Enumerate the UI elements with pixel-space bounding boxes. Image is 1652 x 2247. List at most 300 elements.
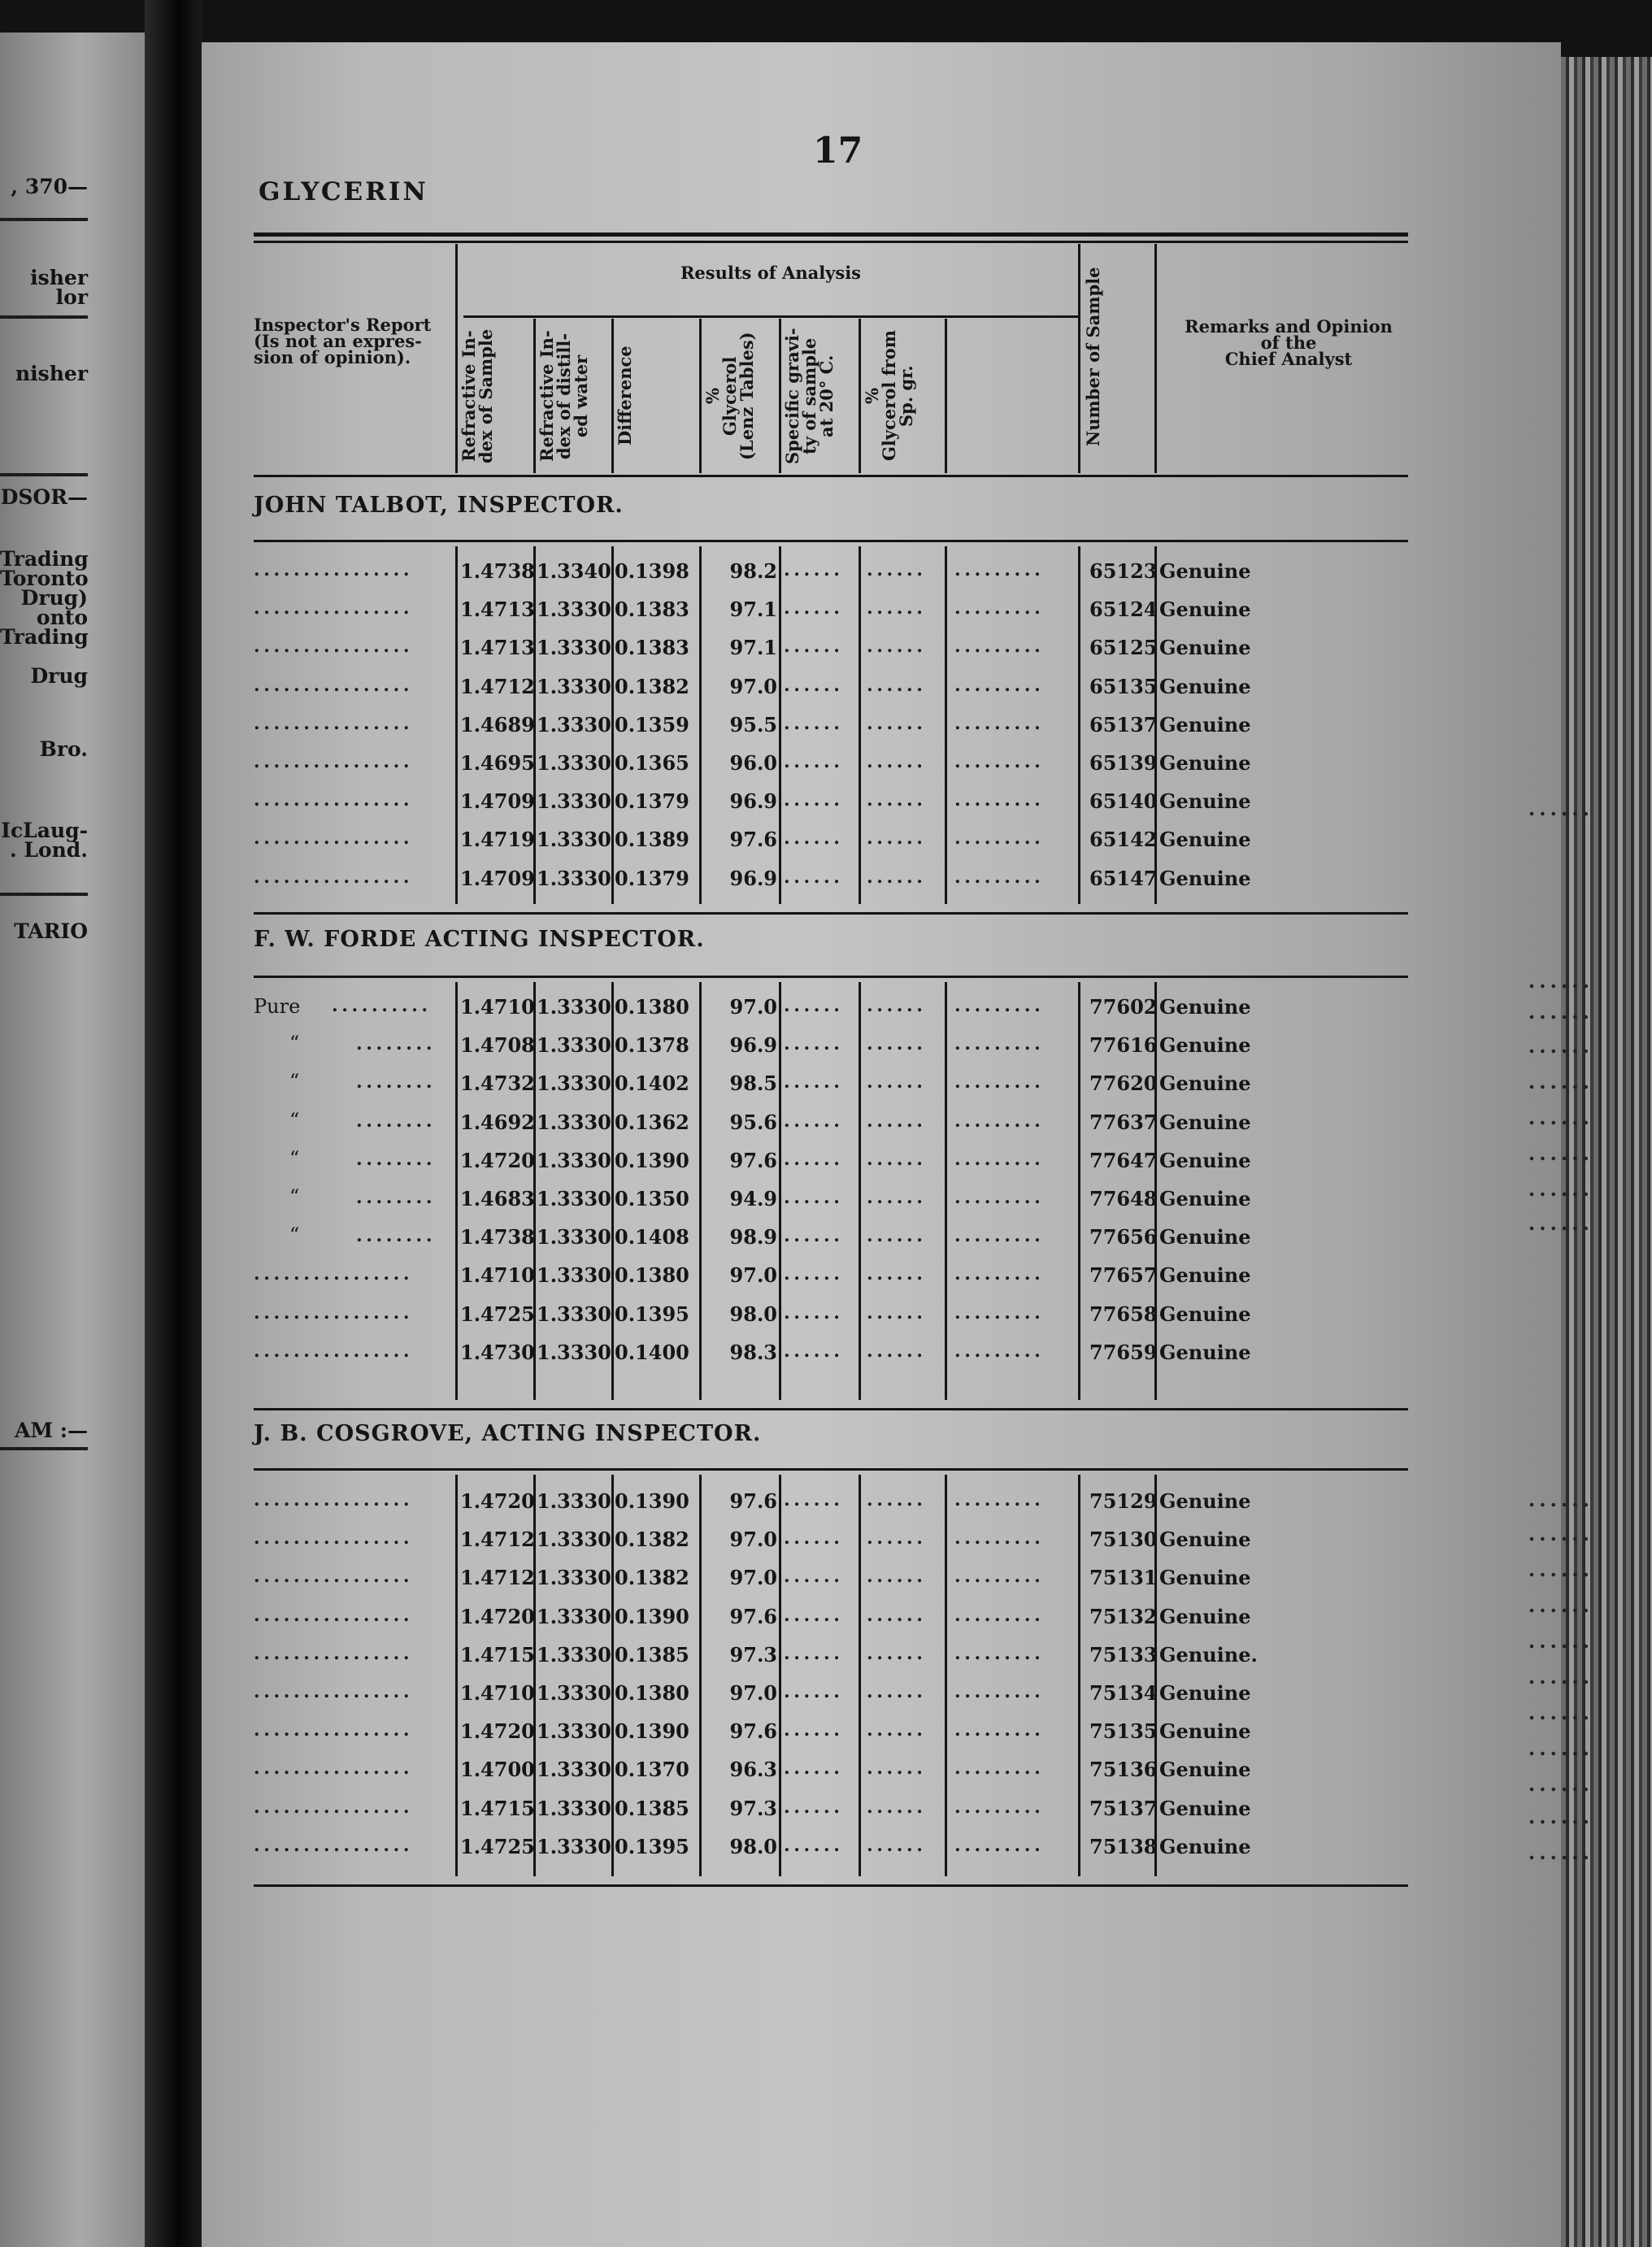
glycerol-cell: 98.3 bbox=[729, 1340, 777, 1364]
inspector-heading: F. W. FORDE ACTING INSPECTOR. bbox=[254, 927, 705, 952]
remarks-cell: Genuine bbox=[1159, 1340, 1251, 1364]
dot-leader: ................ bbox=[254, 1796, 414, 1818]
dot-leader: ......... bbox=[954, 674, 1045, 696]
dot-leader: ......... bbox=[954, 1071, 1045, 1093]
remarks-cell: Genuine bbox=[1159, 995, 1251, 1019]
refractive-index-sample-cell: 1.4712 bbox=[460, 674, 535, 698]
dot-leader: ................ bbox=[254, 636, 414, 658]
refractive-index-water-cell: 1.3330 bbox=[537, 1071, 611, 1096]
difference-cell: 0.1390 bbox=[615, 1719, 689, 1744]
glycerol-cell: 98.2 bbox=[729, 559, 777, 583]
dot-leader: ................ bbox=[254, 751, 414, 772]
dot-leader: ......... bbox=[954, 1528, 1045, 1549]
adjacent-page-fragment: DSOR— bbox=[0, 485, 88, 509]
remarks-cell: Genuine bbox=[1159, 1758, 1251, 1782]
dot-leader: ...... bbox=[867, 866, 927, 888]
dot-leader: ......... bbox=[954, 751, 1045, 772]
dot-leader: ...... bbox=[867, 1187, 927, 1208]
dot-leader: ...... bbox=[867, 598, 927, 619]
table-row bbox=[0, 1146, 1652, 1181]
section-bottom-rule bbox=[254, 1884, 1408, 1887]
dot-leader: ...... bbox=[784, 1033, 844, 1055]
sample-number-cell: 75132 bbox=[1089, 1604, 1158, 1628]
dot-leader: ...... bbox=[784, 828, 844, 850]
refractive-index-water-cell: 1.3330 bbox=[537, 866, 611, 890]
dot-leader: ................ bbox=[254, 1263, 414, 1285]
dot-leader: ...... bbox=[784, 1489, 844, 1510]
difference-cell: 0.1383 bbox=[615, 636, 689, 660]
table-row bbox=[0, 1835, 1652, 1867]
dot-leader: ......... bbox=[954, 1187, 1045, 1208]
table-row bbox=[0, 751, 1652, 784]
dot-leader: ................ bbox=[254, 1528, 414, 1549]
refractive-index-sample-cell: 1.4689 bbox=[460, 712, 535, 737]
dot-leader: ......... bbox=[954, 1758, 1045, 1780]
dot-leader: ........ bbox=[356, 1225, 437, 1247]
dot-leader: ...... bbox=[784, 1340, 844, 1362]
dot-leader: ...... bbox=[867, 1834, 927, 1856]
remarks-cell: Genuine bbox=[1159, 1489, 1251, 1513]
dot-leader: ...... bbox=[867, 1225, 927, 1247]
adjacent-page-dot-leader: ...... bbox=[1528, 969, 1593, 993]
header-column-rule bbox=[533, 319, 536, 473]
dot-leader: ...... bbox=[867, 1110, 927, 1132]
header-column-rule bbox=[699, 319, 702, 473]
table-row bbox=[0, 675, 1652, 707]
dot-leader: ......... bbox=[954, 1489, 1045, 1510]
difference-cell: 0.1390 bbox=[615, 1148, 689, 1172]
glycerol-cell: 96.9 bbox=[729, 789, 777, 814]
dot-leader: ...... bbox=[784, 1110, 844, 1132]
dot-leader: ...... bbox=[784, 559, 844, 580]
refractive-index-sample-cell: 1.4710 bbox=[460, 1263, 535, 1288]
glycerol-cell: 97.6 bbox=[729, 1604, 777, 1628]
dot-leader: ...... bbox=[784, 866, 844, 888]
remarks-cell: Genuine bbox=[1159, 1681, 1251, 1705]
difference-cell: 0.1380 bbox=[615, 995, 689, 1019]
sample-number-cell: 75135 bbox=[1089, 1719, 1158, 1744]
difference-cell: 0.1383 bbox=[615, 598, 689, 622]
column-header-remarks: Remarks and Opinion of the Chief Analyst bbox=[1185, 316, 1393, 369]
column-header-refractive-index-sample: Refractive In- dex of Sample bbox=[459, 328, 496, 463]
inspector-report-cell: Pure bbox=[254, 995, 301, 1018]
adjacent-page-dot-leader: ...... bbox=[1528, 1488, 1593, 1511]
glycerol-cell: 97.0 bbox=[729, 1528, 777, 1552]
dot-leader: ........ bbox=[356, 1148, 437, 1170]
dot-leader: ...... bbox=[867, 1566, 927, 1588]
remarks-cell: Genuine bbox=[1159, 1033, 1251, 1058]
dot-leader: ................ bbox=[254, 674, 414, 696]
sample-number-cell: 75137 bbox=[1089, 1796, 1158, 1820]
dot-leader: ...... bbox=[867, 674, 927, 696]
dot-leader: ...... bbox=[784, 1719, 844, 1741]
dot-leader: ................ bbox=[254, 789, 414, 811]
dot-leader: ...... bbox=[867, 1302, 927, 1323]
refractive-index-water-cell: 1.3330 bbox=[537, 1340, 611, 1364]
refractive-index-water-cell: 1.3330 bbox=[537, 598, 611, 622]
refractive-index-sample-cell: 1.4730 bbox=[460, 1340, 535, 1364]
remarks-cell: Genuine bbox=[1159, 828, 1251, 852]
dot-leader: ................ bbox=[254, 866, 414, 888]
refractive-index-water-cell: 1.3330 bbox=[537, 1758, 611, 1782]
remarks-cell: Genuine bbox=[1159, 1071, 1251, 1096]
dot-leader: ...... bbox=[784, 1225, 844, 1247]
remarks-cell: Genuine bbox=[1159, 1566, 1251, 1590]
dot-leader: ...... bbox=[784, 1302, 844, 1323]
dot-leader: ................ bbox=[254, 1642, 414, 1664]
adjacent-page-fragment: Trading Toronto Drug) onto Trading bbox=[0, 547, 89, 649]
refractive-index-sample-cell: 1.4709 bbox=[460, 789, 535, 814]
dot-leader: ......... bbox=[954, 1681, 1045, 1702]
dot-leader: ......... bbox=[954, 995, 1045, 1016]
sample-number-cell: 77620 bbox=[1089, 1071, 1158, 1096]
table-row bbox=[0, 1758, 1652, 1790]
difference-cell: 0.1382 bbox=[615, 1528, 689, 1552]
adjacent-page-dot-leader: ...... bbox=[1528, 1593, 1593, 1617]
refractive-index-water-cell: 1.3330 bbox=[537, 789, 611, 814]
refractive-index-water-cell: 1.3330 bbox=[537, 1642, 611, 1667]
inspector-heading: J. B. COSGROVE, ACTING INSPECTOR. bbox=[254, 1421, 762, 1446]
dot-leader: ...... bbox=[784, 1642, 844, 1664]
dot-leader: ......... bbox=[954, 1566, 1045, 1588]
dot-leader: ...... bbox=[867, 1071, 927, 1093]
difference-cell: 0.1380 bbox=[615, 1681, 689, 1705]
dot-leader: ...... bbox=[867, 559, 927, 580]
refractive-index-water-cell: 1.3330 bbox=[537, 1263, 611, 1288]
refractive-index-water-cell: 1.3330 bbox=[537, 1225, 611, 1250]
difference-cell: 0.1382 bbox=[615, 1566, 689, 1590]
refractive-index-water-cell: 1.3330 bbox=[537, 1796, 611, 1820]
glycerol-cell: 97.0 bbox=[729, 674, 777, 698]
difference-cell: 0.1380 bbox=[615, 1263, 689, 1288]
section-bottom-rule bbox=[254, 1408, 1408, 1410]
remarks-cell: Genuine bbox=[1159, 1604, 1251, 1628]
dot-leader: ...... bbox=[867, 712, 927, 734]
adjacent-page-rule bbox=[0, 1447, 88, 1450]
difference-cell: 0.1408 bbox=[615, 1225, 689, 1250]
sample-number-cell: 65137 bbox=[1089, 712, 1158, 737]
sample-number-cell: 65123 bbox=[1089, 559, 1158, 583]
inspector-report-cell: “ bbox=[289, 1070, 300, 1093]
dot-leader: ...... bbox=[867, 1528, 927, 1549]
table-row bbox=[0, 1605, 1652, 1637]
sample-number-cell: 65124 bbox=[1089, 598, 1158, 622]
header-column-rule bbox=[611, 319, 614, 473]
refractive-index-water-cell: 1.3330 bbox=[537, 828, 611, 852]
glycerol-cell: 97.0 bbox=[729, 1263, 777, 1288]
glycerol-cell: 95.5 bbox=[729, 712, 777, 737]
remarks-cell: Genuine. bbox=[1159, 1642, 1258, 1667]
glycerol-cell: 97.1 bbox=[729, 598, 777, 622]
dot-leader: ......... bbox=[954, 828, 1045, 850]
adjacent-page-rule bbox=[0, 315, 88, 319]
sample-number-cell: 65125 bbox=[1089, 636, 1158, 660]
glycerol-cell: 97.6 bbox=[729, 1489, 777, 1513]
header-column-rule bbox=[455, 244, 458, 319]
dot-leader: ...... bbox=[867, 828, 927, 850]
glycerol-cell: 95.6 bbox=[729, 1110, 777, 1134]
inspector-report-cell: “ bbox=[289, 1032, 300, 1055]
difference-cell: 0.1389 bbox=[615, 828, 689, 852]
dot-leader: .......... bbox=[332, 995, 432, 1016]
refractive-index-sample-cell: 1.4710 bbox=[460, 995, 535, 1019]
dot-leader: ...... bbox=[784, 598, 844, 619]
remarks-cell: Genuine bbox=[1159, 866, 1251, 890]
difference-cell: 0.1350 bbox=[615, 1187, 689, 1210]
column-header-results-of-analysis: Results of Analysis bbox=[680, 263, 862, 283]
table-row bbox=[0, 1033, 1652, 1066]
difference-cell: 0.1400 bbox=[615, 1340, 689, 1364]
refractive-index-sample-cell: 1.4719 bbox=[460, 828, 535, 852]
refractive-index-water-cell: 1.3340 bbox=[537, 559, 611, 583]
dot-leader: ................ bbox=[254, 1604, 414, 1626]
refractive-index-water-cell: 1.3330 bbox=[537, 1302, 611, 1326]
glycerol-cell: 97.6 bbox=[729, 1148, 777, 1172]
dot-leader: ...... bbox=[867, 636, 927, 658]
dot-leader: ...... bbox=[784, 1758, 844, 1780]
adjacent-page-dot-leader: ...... bbox=[1528, 797, 1593, 820]
table-row bbox=[0, 1719, 1652, 1752]
header-column-rule bbox=[779, 319, 781, 473]
difference-cell: 0.1359 bbox=[615, 712, 689, 737]
refractive-index-sample-cell: 1.4725 bbox=[460, 1834, 535, 1858]
table-row bbox=[0, 1528, 1652, 1560]
glycerol-cell: 98.5 bbox=[729, 1071, 777, 1096]
remarks-cell: Genuine bbox=[1159, 636, 1251, 660]
dot-leader: ......... bbox=[954, 1796, 1045, 1818]
dot-leader: ................ bbox=[254, 1489, 414, 1510]
table-row bbox=[0, 789, 1652, 822]
table-row bbox=[0, 559, 1652, 592]
sample-number-cell: 65140 bbox=[1089, 789, 1158, 814]
refractive-index-water-cell: 1.3330 bbox=[537, 1604, 611, 1628]
sample-number-cell: 65135 bbox=[1089, 674, 1158, 698]
dot-leader: ......... bbox=[954, 789, 1045, 811]
dot-leader: ...... bbox=[784, 1834, 844, 1856]
table-row bbox=[0, 1489, 1652, 1522]
dot-leader: ................ bbox=[254, 1719, 414, 1741]
adjacent-page-fragment: isher lor bbox=[30, 266, 88, 309]
adjacent-page-fragment: nisher bbox=[15, 362, 88, 385]
dot-leader: ......... bbox=[954, 712, 1045, 734]
sample-number-cell: 65147 bbox=[1089, 866, 1158, 890]
dot-leader: ................ bbox=[254, 1834, 414, 1856]
dot-leader: ........ bbox=[356, 1033, 437, 1055]
glycerol-cell: 96.3 bbox=[729, 1758, 777, 1782]
table-row bbox=[0, 995, 1652, 1028]
sample-number-cell: 77637 bbox=[1089, 1110, 1158, 1134]
dot-leader: ...... bbox=[784, 1071, 844, 1093]
column-header-glycerol-sp-gr: % Glycerol from Sp. gr. bbox=[862, 330, 916, 462]
sample-number-cell: 75129 bbox=[1089, 1489, 1158, 1513]
remarks-cell: Genuine bbox=[1159, 1263, 1251, 1288]
top-rule-inner bbox=[254, 241, 1408, 243]
dot-leader: ...... bbox=[784, 1796, 844, 1818]
table-row bbox=[0, 867, 1652, 899]
adjacent-page-dot-leader: ...... bbox=[1528, 1106, 1593, 1129]
column-header-specific-gravity: Specific gravi- ty of sample at 20° C. bbox=[782, 328, 837, 464]
refractive-index-sample-cell: 1.4713 bbox=[460, 636, 535, 660]
sample-number-cell: 77656 bbox=[1089, 1225, 1158, 1250]
difference-cell: 0.1395 bbox=[615, 1834, 689, 1858]
sample-number-cell: 77659 bbox=[1089, 1340, 1158, 1364]
inspector-report-cell: “ bbox=[289, 1223, 300, 1247]
remarks-cell: Genuine bbox=[1159, 674, 1251, 698]
dot-leader: ................ bbox=[254, 1758, 414, 1780]
difference-cell: 0.1402 bbox=[615, 1071, 689, 1096]
sample-number-cell: 65142 bbox=[1089, 828, 1158, 852]
dot-leader: ...... bbox=[867, 1642, 927, 1664]
top-rule bbox=[254, 233, 1408, 237]
difference-cell: 0.1365 bbox=[615, 751, 689, 775]
difference-cell: 0.1395 bbox=[615, 1302, 689, 1326]
refractive-index-water-cell: 1.3330 bbox=[537, 1719, 611, 1744]
table-row bbox=[0, 636, 1652, 668]
difference-cell: 0.1382 bbox=[615, 674, 689, 698]
dot-leader: ...... bbox=[867, 1796, 927, 1818]
dot-leader: ...... bbox=[867, 1604, 927, 1626]
dot-leader: ...... bbox=[867, 1681, 927, 1702]
dot-leader: ...... bbox=[867, 1033, 927, 1055]
refractive-index-sample-cell: 1.4712 bbox=[460, 1528, 535, 1552]
table-row bbox=[0, 828, 1652, 860]
dot-leader: ...... bbox=[867, 1340, 927, 1362]
remarks-cell: Genuine bbox=[1159, 598, 1251, 622]
remarks-cell: Genuine bbox=[1159, 751, 1251, 775]
dot-leader: ......... bbox=[954, 1263, 1045, 1285]
adjacent-page-fragment: Bro. bbox=[39, 737, 88, 761]
table-row bbox=[0, 1681, 1652, 1714]
inspector-report-cell: “ bbox=[289, 1185, 300, 1208]
dot-leader: ......... bbox=[954, 1225, 1045, 1247]
dot-leader: ................ bbox=[254, 559, 414, 580]
glycerol-cell: 96.0 bbox=[729, 751, 777, 775]
dot-leader: ......... bbox=[954, 1719, 1045, 1741]
glycerol-cell: 97.6 bbox=[729, 828, 777, 852]
refractive-index-water-cell: 1.3330 bbox=[537, 1110, 611, 1134]
column-header-number-of-sample: Number of Sample bbox=[1083, 267, 1103, 447]
table-row bbox=[0, 1071, 1652, 1104]
adjacent-page-dot-leader: ...... bbox=[1528, 1211, 1593, 1235]
table-row bbox=[0, 1341, 1652, 1373]
adjacent-page-dot-leader: ...... bbox=[1528, 1558, 1593, 1581]
dot-leader: ...... bbox=[784, 1187, 844, 1208]
dot-leader: ...... bbox=[784, 674, 844, 696]
remarks-cell: Genuine bbox=[1159, 1796, 1251, 1820]
table-row bbox=[0, 1566, 1652, 1598]
dot-leader: ...... bbox=[867, 751, 927, 772]
dot-leader: ...... bbox=[784, 1148, 844, 1170]
remarks-cell: Genuine bbox=[1159, 712, 1251, 737]
inspector-heading: JOHN TALBOT, INSPECTOR. bbox=[254, 493, 624, 518]
glycerol-cell: 97.3 bbox=[729, 1796, 777, 1820]
refractive-index-water-cell: 1.3330 bbox=[537, 1148, 611, 1172]
dot-leader: ......... bbox=[954, 1148, 1045, 1170]
dot-leader: ...... bbox=[784, 712, 844, 734]
remarks-cell: Genuine bbox=[1159, 789, 1251, 814]
adjacent-page-dot-leader: ...... bbox=[1528, 1805, 1593, 1828]
dot-leader: ........ bbox=[356, 1110, 437, 1132]
difference-cell: 0.1385 bbox=[615, 1642, 689, 1667]
dot-leader: ......... bbox=[954, 1642, 1045, 1664]
dot-leader: ................ bbox=[254, 1302, 414, 1323]
adjacent-page-dot-leader: ...... bbox=[1528, 1736, 1593, 1760]
glycerol-cell: 96.9 bbox=[729, 866, 777, 890]
refractive-index-water-cell: 1.3330 bbox=[537, 1033, 611, 1058]
refractive-index-water-cell: 1.3330 bbox=[537, 1681, 611, 1705]
refractive-index-water-cell: 1.3330 bbox=[537, 712, 611, 737]
refractive-index-sample-cell: 1.4713 bbox=[460, 598, 535, 622]
adjacent-page-fragment: IcLaug- . Lond. bbox=[1, 819, 88, 862]
inspector-report-cell: “ bbox=[289, 1146, 300, 1170]
dot-leader: ................ bbox=[254, 828, 414, 850]
adjacent-page-dot-leader: ...... bbox=[1528, 1701, 1593, 1724]
dot-leader: ...... bbox=[867, 995, 927, 1016]
sample-number-cell: 75134 bbox=[1089, 1681, 1158, 1705]
remarks-cell: Genuine bbox=[1159, 1110, 1251, 1134]
dot-leader: ......... bbox=[954, 1604, 1045, 1626]
adjacent-page-dot-leader: ...... bbox=[1528, 1141, 1593, 1165]
dot-leader: ...... bbox=[784, 1263, 844, 1285]
refractive-index-sample-cell: 1.4692 bbox=[460, 1110, 535, 1134]
refractive-index-sample-cell: 1.4720 bbox=[460, 1489, 535, 1513]
dot-leader: ...... bbox=[784, 1566, 844, 1588]
column-header-inspector-report: Inspector's Report (Is not an expres- sion of opinion). bbox=[254, 315, 432, 367]
sample-number-cell: 77657 bbox=[1089, 1263, 1158, 1288]
table-row bbox=[0, 1302, 1652, 1335]
refractive-index-sample-cell: 1.4720 bbox=[460, 1719, 535, 1744]
refractive-index-sample-cell: 1.4710 bbox=[460, 1681, 535, 1705]
adjacent-page-dot-leader: ...... bbox=[1528, 1665, 1593, 1689]
dot-leader: ......... bbox=[954, 1834, 1045, 1856]
sample-number-cell: 75130 bbox=[1089, 1528, 1158, 1552]
dot-leader: ................ bbox=[254, 598, 414, 619]
table-row bbox=[0, 713, 1652, 745]
sample-number-cell: 75131 bbox=[1089, 1566, 1158, 1590]
refractive-index-sample-cell: 1.4709 bbox=[460, 866, 535, 890]
dot-leader: ................ bbox=[254, 712, 414, 734]
dot-leader: ......... bbox=[954, 598, 1045, 619]
remarks-cell: Genuine bbox=[1159, 1225, 1251, 1250]
difference-cell: 0.1379 bbox=[615, 789, 689, 814]
dot-leader: ......... bbox=[954, 866, 1045, 888]
header-column-rule bbox=[1154, 244, 1157, 473]
dot-leader: ...... bbox=[784, 751, 844, 772]
difference-cell: 0.1378 bbox=[615, 1033, 689, 1058]
adjacent-page-dot-leader: ...... bbox=[1528, 1522, 1593, 1545]
refractive-index-sample-cell: 1.4738 bbox=[460, 1225, 535, 1250]
refractive-index-water-cell: 1.3330 bbox=[537, 995, 611, 1019]
glycerol-cell: 97.0 bbox=[729, 995, 777, 1019]
refractive-index-water-cell: 1.3330 bbox=[537, 636, 611, 660]
adjacent-page-fragment: Drug bbox=[30, 664, 88, 688]
dot-leader: ...... bbox=[867, 789, 927, 811]
glycerol-cell: 98.9 bbox=[729, 1225, 777, 1250]
adjacent-page-dot-leader: ...... bbox=[1528, 1841, 1593, 1864]
sample-number-cell: 75133 bbox=[1089, 1642, 1158, 1667]
dot-leader: ...... bbox=[867, 1148, 927, 1170]
difference-cell: 0.1390 bbox=[615, 1489, 689, 1513]
sample-number-cell: 77602 bbox=[1089, 995, 1158, 1019]
dot-leader: ................ bbox=[254, 1566, 414, 1588]
dot-leader: ...... bbox=[867, 1263, 927, 1285]
sample-number-cell: 77658 bbox=[1089, 1302, 1158, 1326]
refractive-index-water-cell: 1.3330 bbox=[537, 1528, 611, 1552]
dot-leader: ......... bbox=[954, 1302, 1045, 1323]
dot-leader: ...... bbox=[784, 789, 844, 811]
dot-leader: ...... bbox=[867, 1719, 927, 1741]
glycerol-cell: 98.0 bbox=[729, 1302, 777, 1326]
